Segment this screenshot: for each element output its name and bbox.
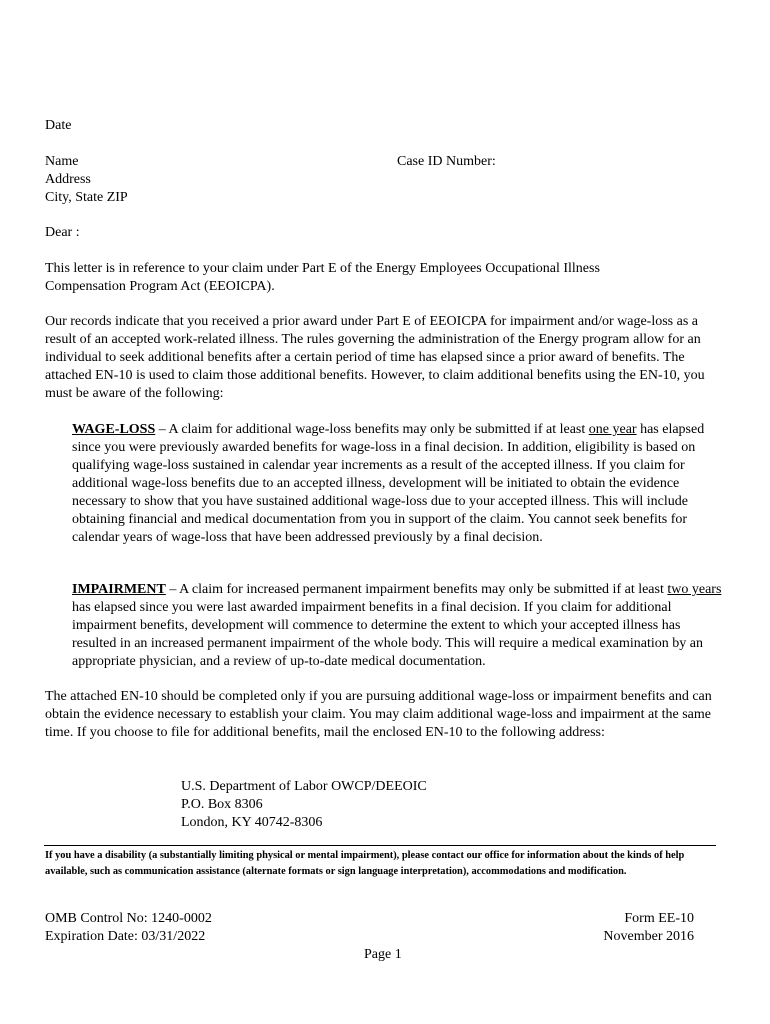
impairment-heading: IMPAIRMENT bbox=[72, 582, 166, 597]
mail-address-line3: London, KY 40742-8306 bbox=[181, 815, 323, 830]
impairment-text-a: – A claim for increased permanent impairment benefits may only be submitted if at least bbox=[165, 582, 668, 597]
omb-control-number: OMB Control No: 1240-0002 bbox=[45, 911, 212, 926]
form-number: Form EE-10 bbox=[624, 911, 694, 926]
expiration-date: Expiration Date: 03/31/2022 bbox=[45, 929, 206, 944]
recipient-name: Name bbox=[45, 154, 79, 169]
recipient-city: City, State ZIP bbox=[45, 190, 128, 205]
case-id-label: Case ID Number: bbox=[397, 154, 496, 169]
wage-loss-paragraph bbox=[72, 421, 724, 547]
page-number: Page 1 bbox=[364, 947, 402, 962]
wage-loss-heading: WAGE-LOSS bbox=[72, 422, 156, 437]
impairment-paragraph bbox=[72, 581, 724, 671]
impairment-text-b: has elapsed since you were last awarded impairment benefits in a final decision. If you claim for additional impairment benefits, development will commence to determine the extent to which your accepted illness has resulted in an increased permanent impairment of the whole body. This will require a medical examination by an appropriate physician, and a review of up-to-date medical documentation. bbox=[72, 600, 703, 669]
intro-paragraph: This letter is in reference to your claim under Part E of the Energy Employees Occupational Illness Compensation Program Act (EEOICPA). bbox=[45, 261, 600, 294]
form-date: November 2016 bbox=[603, 929, 694, 944]
salutation: Dear : bbox=[45, 225, 80, 240]
disability-notice: If you have a disability (a substantially limiting physical or mental impairment), please contact our office for information about the kinds of help available, such as communication assistance (alternate formats or sign language interpretation), accommodations and modification. bbox=[45, 850, 685, 877]
recipient-address: Address bbox=[45, 172, 91, 187]
wage-loss-text-b: has elapsed since you were previously awarded benefits for wage-loss in a final decision. In addition, eligibility is based on qualifying wage-loss sustained in calendar year increments as a result of the accepted illness. If you claim for additional wage-loss benefits due to an accepted illness, development will be initiated to obtain the evidence necessary to show that you have sustained additional wage-loss due to your accepted illness. This will include obtaining financial and medical documentation from you in support of the claim. You cannot seek benefits for calendar years of wage-loss that have been addressed previously by a final decision. bbox=[72, 422, 705, 545]
impairment-period: two years bbox=[667, 582, 722, 597]
date-line: Date bbox=[45, 118, 72, 133]
mail-address-line2: P.O. Box 8306 bbox=[181, 797, 263, 812]
instructions-paragraph: The attached EN-10 should be completed only if you are pursuing additional wage-loss or impairment benefits and can obtain the evidence necessary to establish your claim. You may claim additional wage-loss and impairment at the same time. If you choose to file for additional benefits, mail the enclosed EN-10 to the following address: bbox=[45, 689, 712, 740]
mail-address-line1: U.S. Department of Labor OWCP/DEEOIC bbox=[181, 779, 427, 794]
wage-loss-period: one year bbox=[588, 422, 637, 437]
wage-loss-text-a: – A claim for additional wage-loss benefits may only be submitted if at least bbox=[155, 422, 589, 437]
records-paragraph: Our records indicate that you received a prior award under Part E of EEOICPA for impairment and/or wage-loss as a result of an accepted work-related illness. The rules governing the administration of the Energy program allow for an individual to seek additional benefits after a certain period of time has elapsed since a prior award of benefits. The attached EN-10 is used to claim those additional benefits. However, to claim additional benefits using the EN-10, you must be aware of the following: bbox=[45, 314, 705, 401]
footer-divider bbox=[44, 845, 716, 846]
